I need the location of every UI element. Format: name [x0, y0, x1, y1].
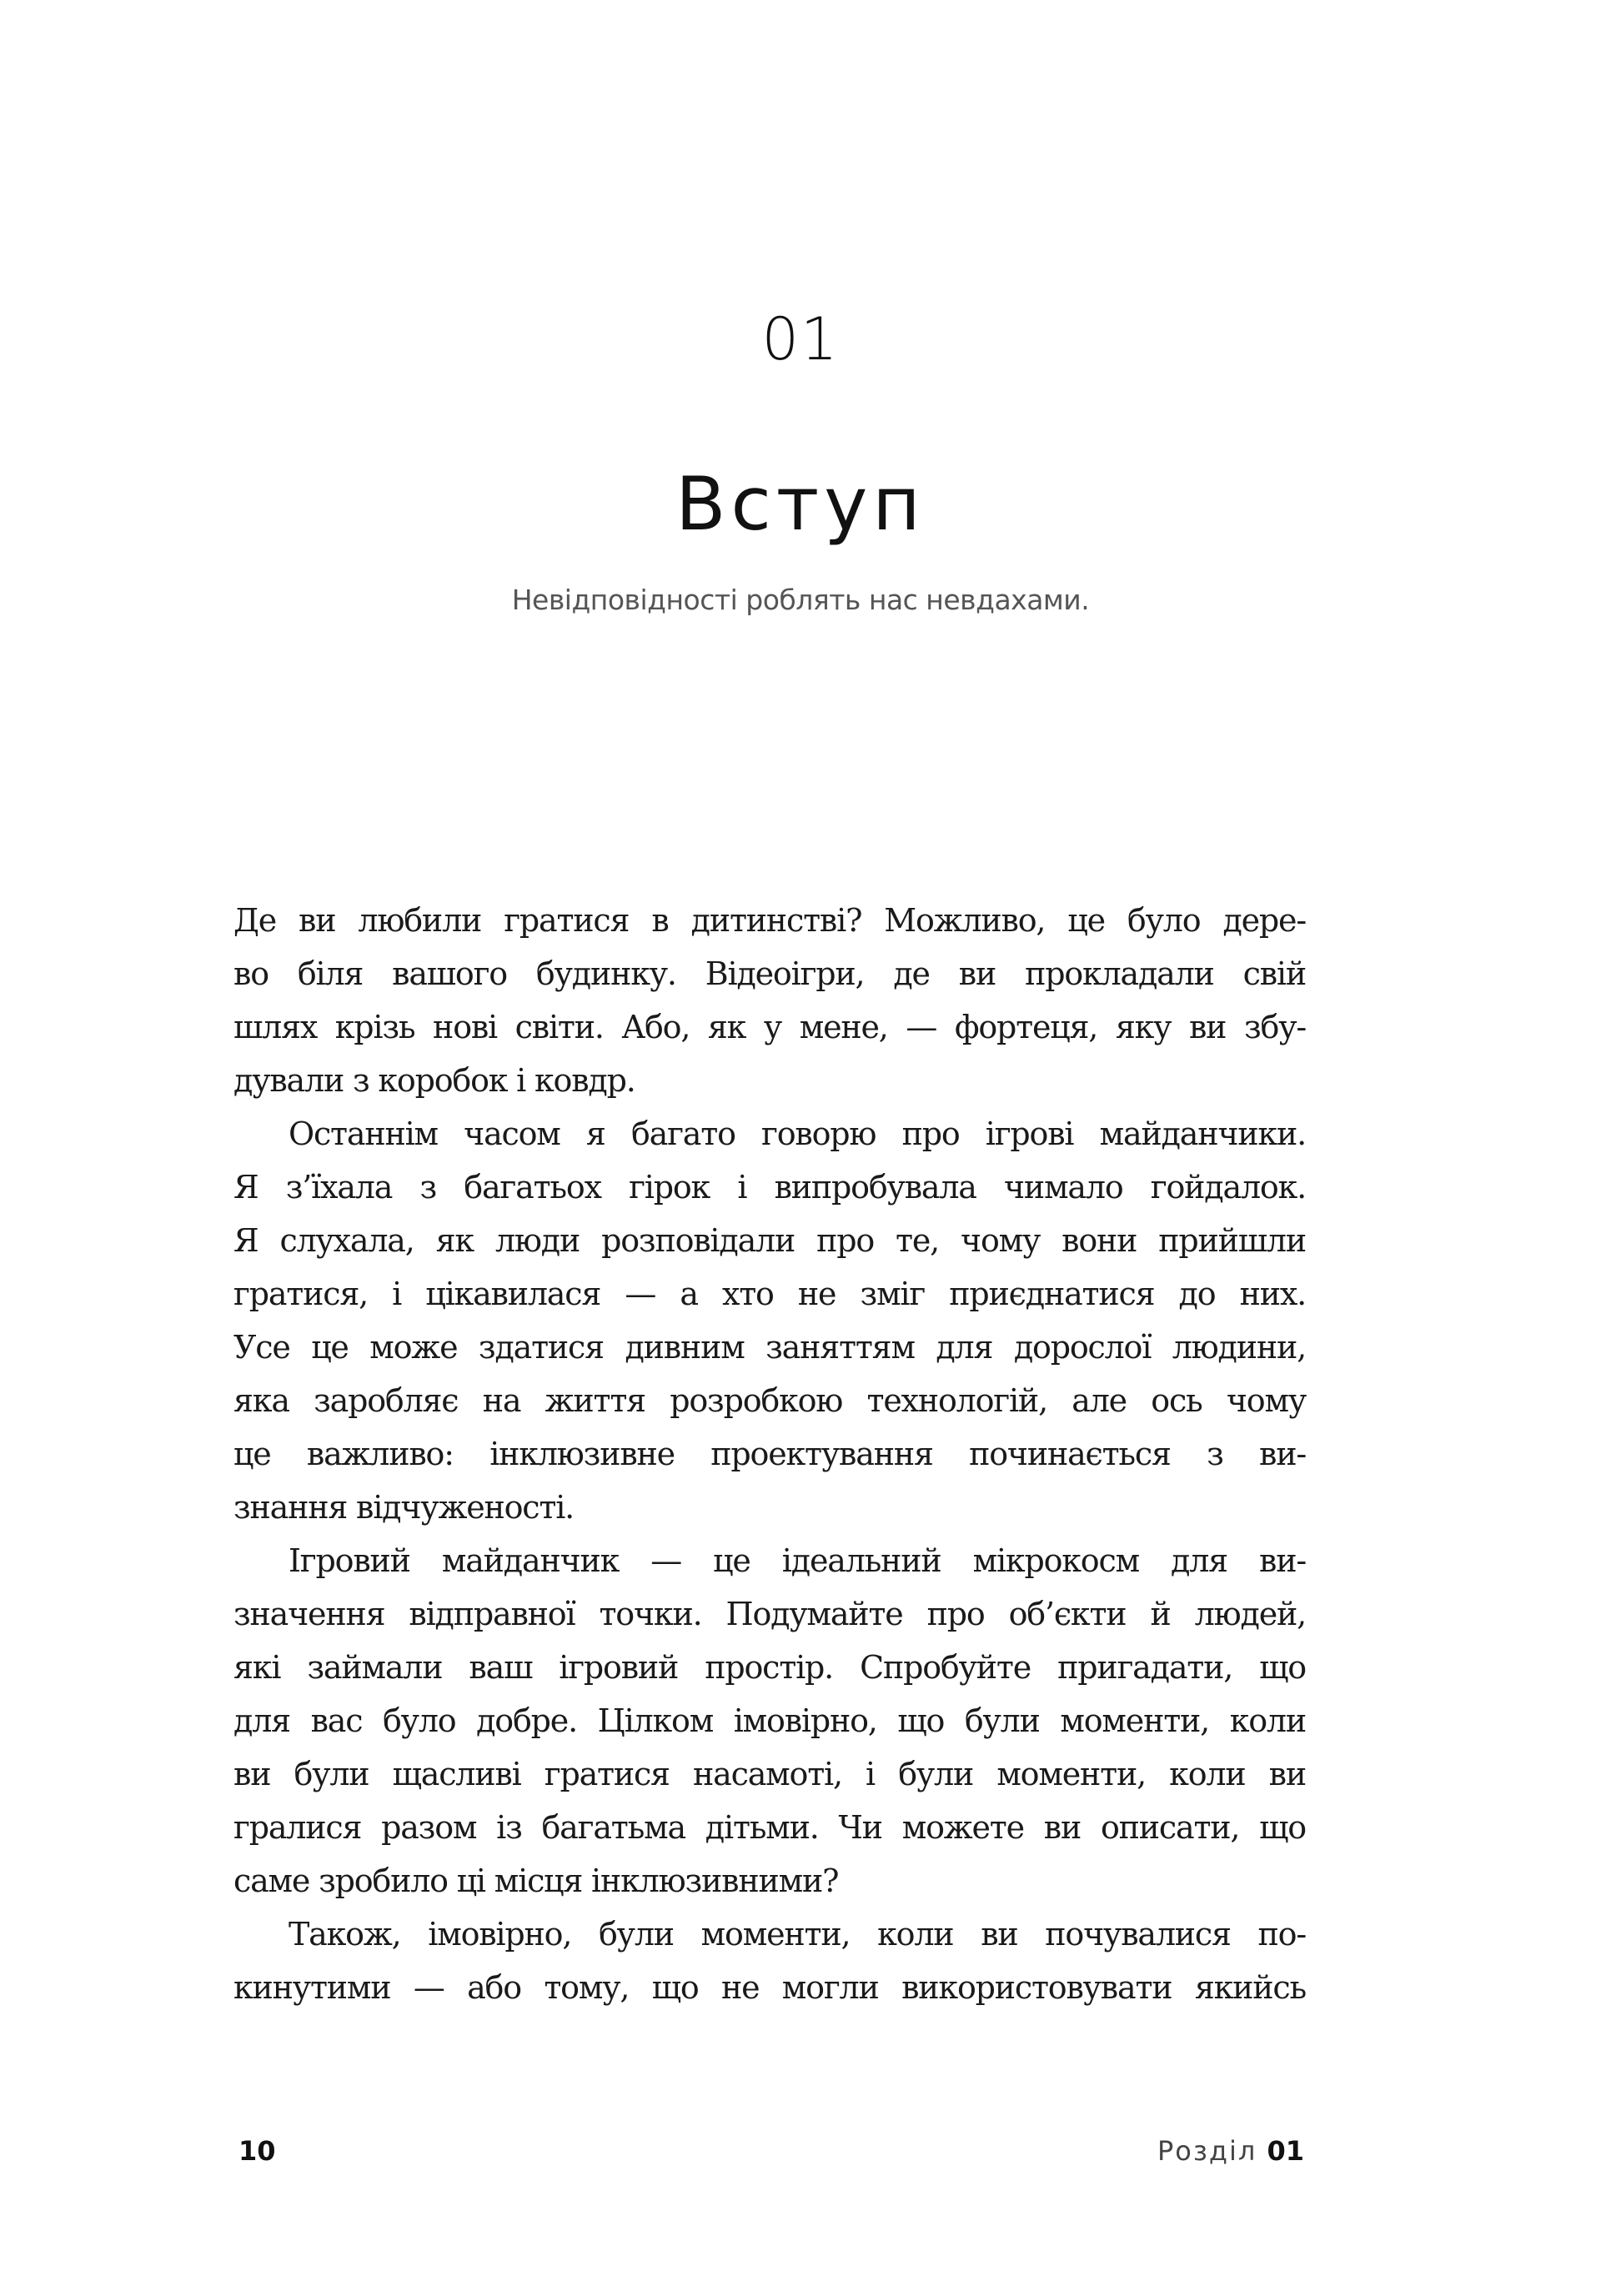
text-line: це важливо: інклюзивне проектування починається з ви- [233, 1436, 1306, 1472]
section-number: 01 [1267, 2135, 1304, 2167]
text-line: для вас було добре. Цілком імовірно, що були моменти, коли [233, 1702, 1306, 1739]
page-number: 10 [238, 2135, 276, 2167]
text-line: знання відчуженості. [233, 1489, 575, 1526]
text-line: ви були щасливі гратися насамоті, і були моменти, коли ви [233, 1756, 1306, 1792]
chapter-subtitle: Невідповідності роблять нас невдахами. [511, 584, 1090, 616]
chapter-number: 01 [761, 305, 840, 373]
text-line: яка заробляє на життя розробкою технологій, але ось чому [233, 1382, 1306, 1419]
text-line: кинутими — або тому, що не могли використовувати якийсь [233, 1969, 1306, 2006]
text-line: Також, імовірно, були моменти, коли ви почувалися по- [289, 1916, 1306, 1953]
text-line: Ігровий майданчик — це ідеальний мікрокосм для ви- [289, 1542, 1306, 1579]
text-line: саме зробило ці місця інклюзивними? [233, 1862, 839, 1899]
text-line: Де ви любили гратися в дитинстві? Можливо, це було дере- [233, 902, 1306, 939]
running-header [1157, 2133, 1304, 2169]
body-text [233, 894, 1306, 2014]
text-line: гралися разом із багатьма дітьми. Чи можете ви описати, що [233, 1809, 1306, 1846]
text-line: Я слухала, як люди розповідали про те, чому вони прийшли [233, 1222, 1306, 1259]
text-line: Я з’їхала з багатьох гірок і випробувала чимало гойдалок. [233, 1169, 1306, 1206]
section-label: Розділ [1157, 2135, 1257, 2167]
text-line: значення відправної точки. Подумайте про об’єкти й людей, [233, 1596, 1306, 1632]
text-line: гратися, і цікавилася — а хто не зміг приєднатися до них. [233, 1276, 1306, 1312]
text-line: дували з коробок і ковдр. [233, 1062, 635, 1099]
text-line: шлях крізь нові світи. Або, як у мене, — фортеця, яку ви збу- [233, 1009, 1306, 1045]
text-line: во біля вашого будинку. Відеоігри, де ви прокладали свій [233, 955, 1306, 992]
text-line: які займали ваш ігровий простір. Спробуйте пригадати, що [233, 1649, 1306, 1686]
text-line: Останнім часом я багато говорю про ігрові майданчики. [289, 1115, 1306, 1152]
chapter-title: Вступ [675, 461, 926, 547]
text-line: Усе це може здатися дивним заняттям для дорослої людини, [233, 1329, 1306, 1366]
